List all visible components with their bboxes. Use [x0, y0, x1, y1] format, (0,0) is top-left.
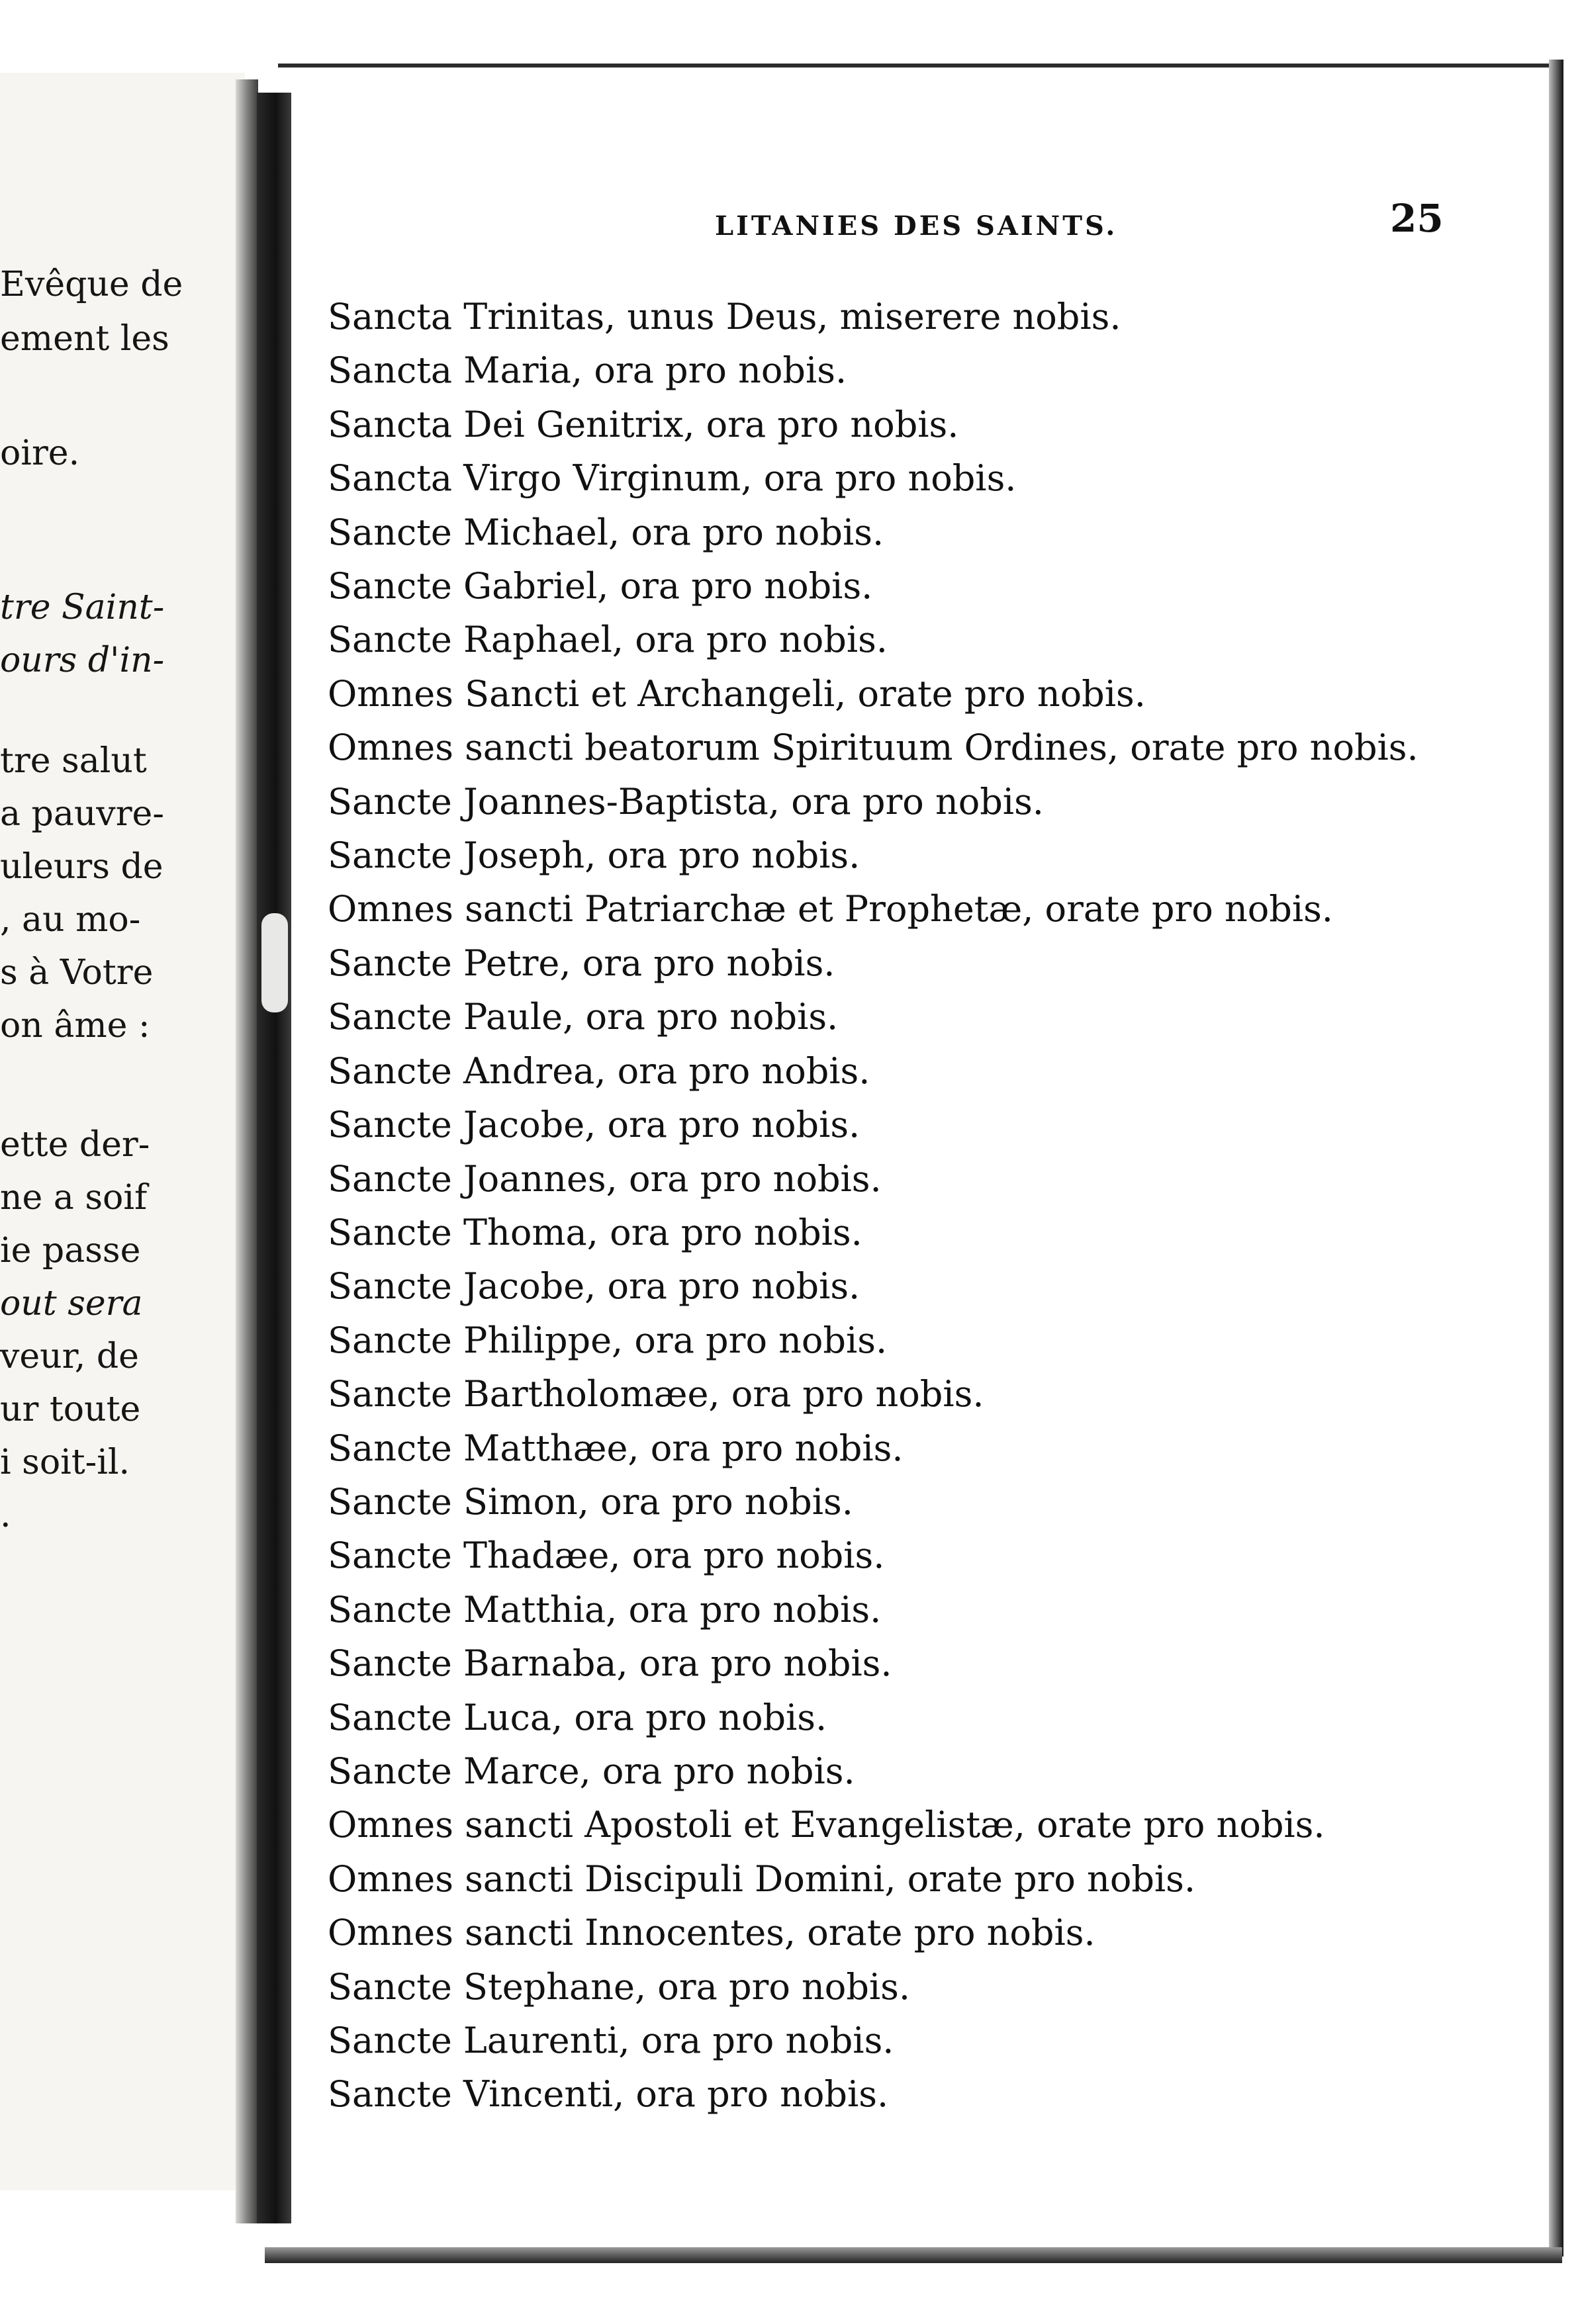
litany-line: Sancte Marce, ora pro nobis.: [328, 1750, 855, 1792]
litany-line: Sancte Joannes-Baptista, ora pro nobis.: [328, 780, 1044, 823]
facing-page-edge: [236, 79, 258, 2223]
litany-line: Sancte Joannes, ora pro nobis.: [328, 1157, 882, 1200]
litany-line: Sancte Joseph, ora pro nobis.: [328, 834, 861, 877]
litany-line: Sancta Maria, ora pro nobis.: [328, 349, 847, 392]
litany-line: Sancta Virgo Virginum, ora pro nobis.: [328, 457, 1017, 500]
litany-line: Sancta Dei Genitrix, ora pro nobis.: [328, 403, 959, 445]
facing-page-line: ette der-: [0, 1125, 150, 1165]
litany-line: Omnes Sancti et Archangeli, orate pro nobis.: [328, 672, 1146, 715]
litany-line: Sancte Gabriel, ora pro nobis.: [328, 565, 873, 607]
facing-page-line: a pauvre-: [0, 794, 164, 834]
facing-page-line: , au mo-: [0, 900, 141, 940]
page-number: 25: [1390, 196, 1444, 241]
litany-line: Sancte Raphael, ora pro nobis.: [328, 619, 888, 661]
page-top-edge: [278, 64, 1556, 67]
facing-page-line: .: [0, 1496, 11, 1535]
litany-line: Sancte Bartholomæe, ora pro nobis.: [328, 1373, 984, 1415]
facing-page-line: ne a soif: [0, 1178, 148, 1218]
litany-line: Sancte Vincenti, ora pro nobis.: [328, 2073, 889, 2116]
litany-line: Omnes sancti Patriarchæ et Prophetæ, orate pro nobis.: [328, 888, 1333, 930]
gutter-tear: [261, 913, 288, 1012]
facing-page-line: ement les: [0, 319, 169, 359]
facing-page-line: veur, de: [0, 1337, 139, 1376]
litany-line: Sancte Michael, ora pro nobis.: [328, 511, 884, 553]
litany-line: Sancte Philippe, ora pro nobis.: [328, 1319, 888, 1361]
running-header: LITANIES DES SAINTS.: [715, 210, 1118, 242]
page-bottom-edge: [265, 2247, 1562, 2263]
litany-line: Sancte Matthia, ora pro nobis.: [328, 1588, 882, 1631]
facing-page-line: s à Votre: [0, 953, 154, 993]
book-gutter: [257, 93, 291, 2223]
facing-page-line: ours d'in-: [0, 641, 165, 680]
facing-page-line: on âme :: [0, 1006, 150, 1046]
litany-line: Sancte Thoma, ora pro nobis.: [328, 1211, 862, 1253]
litany-line: Sancte Simon, ora pro nobis.: [328, 1480, 853, 1523]
facing-page-line: Evêque de: [0, 265, 183, 304]
facing-page-line: out sera: [0, 1284, 143, 1323]
litany-line: Sancta Trinitas, unus Deus, miserere nobis.: [328, 296, 1121, 337]
litany-line: Sancte Laurenti, ora pro nobis.: [328, 2020, 894, 2061]
litany-line: Sancte Andrea, ora pro nobis.: [328, 1050, 870, 1092]
litany-line: Sancte Stephane, ora pro nobis.: [328, 1965, 911, 2008]
litany-line: Omnes sancti beatorum Spirituum Ordines, orate pro nobis.: [328, 727, 1419, 769]
litany-line: Omnes sancti Innocentes, orate pro nobis.: [328, 1912, 1095, 1954]
facing-page-line: oire.: [0, 433, 80, 473]
facing-page-line: i soit-il.: [0, 1443, 130, 1482]
facing-page-line: ur toute: [0, 1390, 141, 1429]
litany-line: Omnes sancti Discipuli Domini, orate pro nobis.: [328, 1857, 1196, 1900]
litany-line: Sancte Jacobe, ora pro nobis.: [328, 1265, 861, 1308]
facing-page-line: ie passe: [0, 1231, 141, 1271]
litany-line: Sancte Petre, ora pro nobis.: [328, 942, 835, 984]
facing-page-line: tre salut: [0, 741, 147, 781]
litany-line: Sancte Luca, ora pro nobis.: [328, 1696, 827, 1738]
facing-page-line: uleurs de: [0, 847, 163, 887]
page-right-edge: [1549, 60, 1563, 2257]
litany-line: Sancte Barnaba, ora pro nobis.: [328, 1642, 892, 1685]
facing-page-line: tre Saint-: [0, 588, 165, 627]
litany-list: [328, 290, 1419, 2122]
litany-line: Sancte Jacobe, ora pro nobis.: [328, 1104, 861, 1146]
facing-page: [0, 73, 245, 2190]
litany-line: Sancte Thadæe, ora pro nobis.: [328, 1535, 885, 1577]
litany-line: Omnes sancti Apostoli et Evangelistæ, orate pro nobis.: [328, 1804, 1325, 1846]
litany-line: Sancte Paule, ora pro nobis.: [328, 996, 839, 1038]
litany-line: Sancte Matthæe, ora pro nobis.: [328, 1427, 904, 1469]
